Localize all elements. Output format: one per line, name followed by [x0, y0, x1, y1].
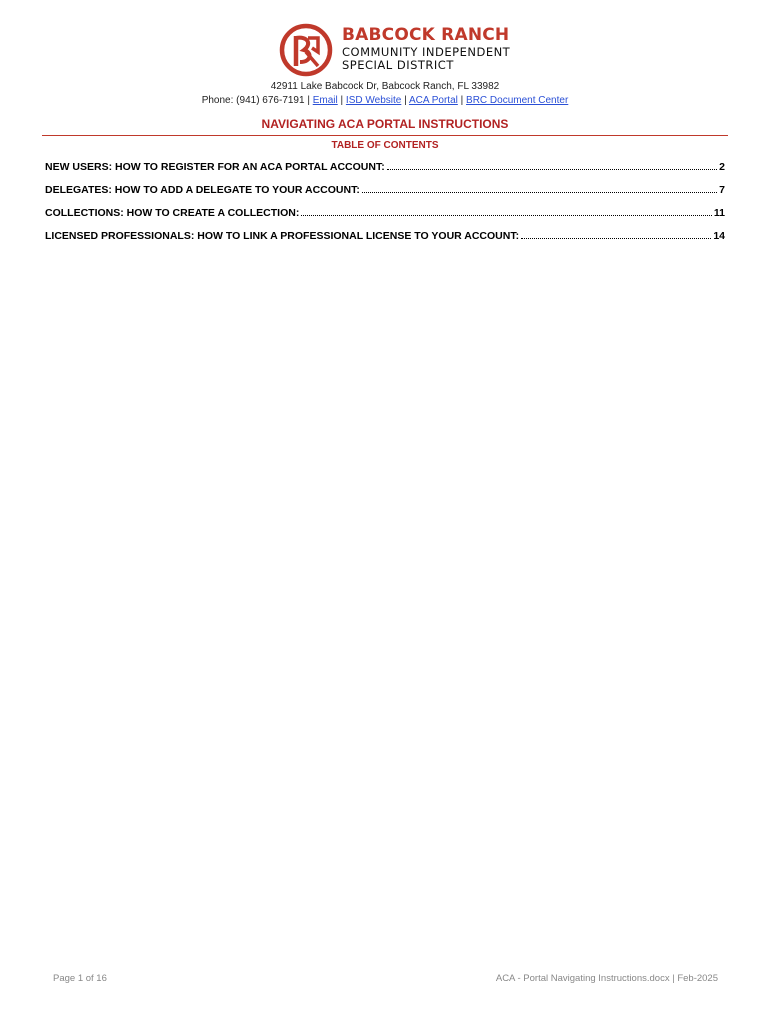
toc-entry-label: COLLECTIONS: HOW TO CREATE A COLLECTION: [45, 207, 300, 219]
contact-line [0, 95, 770, 106]
separator: | [307, 95, 310, 106]
address: 42911 Lake Babcock Dr, Babcock Ranch, FL 33982 [270, 81, 500, 92]
babcock-ranch-logo-icon [278, 22, 334, 78]
brand-logo [278, 22, 518, 80]
toc-leader-dots [301, 214, 712, 216]
brand-name: BABCOCK RANCH [342, 25, 510, 45]
toc-entry-label: LICENSED PROFESSIONALS: HOW TO LINK A PROFESSIONAL LICENSE TO YOUR ACCOUNT: [45, 230, 520, 242]
separator: | [340, 95, 344, 106]
isd-website-link[interactable]: ISD Website [345, 95, 402, 106]
separator: | [404, 95, 407, 106]
toc-entry-page: 11 [713, 207, 725, 219]
header-divider [42, 135, 728, 136]
footer-file-info: ACA - Portal Navigating Instructions.docx | Feb-2025 [495, 973, 718, 984]
toc-leader-dots [521, 237, 711, 239]
aca-portal-link[interactable]: ACA Portal [408, 95, 458, 106]
toc-leader-dots [362, 191, 717, 193]
footer-page-number: Page 1 of 16 [53, 973, 107, 984]
brand-subtitle-line2: SPECIAL DISTRICT [342, 58, 454, 72]
toc-entry[interactable] [45, 206, 725, 229]
toc-entry[interactable] [45, 229, 725, 252]
toc-entry[interactable] [45, 160, 725, 183]
toc-leader-dots [387, 168, 717, 170]
toc-entry-label: DELEGATES: HOW TO ADD A DELEGATE TO YOUR ACCOUNT: [45, 184, 360, 196]
toc-entry-page: 7 [719, 184, 725, 196]
toc-title: TABLE OF CONTENTS [331, 140, 439, 151]
brc-document-center-link[interactable]: BRC Document Center [466, 95, 569, 106]
table-of-contents [45, 160, 725, 252]
phone: Phone: (941) 676-7191 [201, 95, 305, 106]
toc-entry-label: NEW USERS: HOW TO REGISTER FOR AN ACA PORTAL ACCOUNT: [45, 161, 385, 173]
document-title: NAVIGATING ACA PORTAL INSTRUCTIONS [261, 117, 509, 131]
brand-subtitle-line1: COMMUNITY INDEPENDENT [342, 45, 511, 59]
separator: | [460, 95, 464, 106]
toc-entry[interactable] [45, 183, 725, 206]
email-link[interactable]: Email [312, 95, 338, 106]
toc-entry-page: 14 [713, 230, 725, 242]
toc-entry-page: 2 [719, 161, 725, 173]
